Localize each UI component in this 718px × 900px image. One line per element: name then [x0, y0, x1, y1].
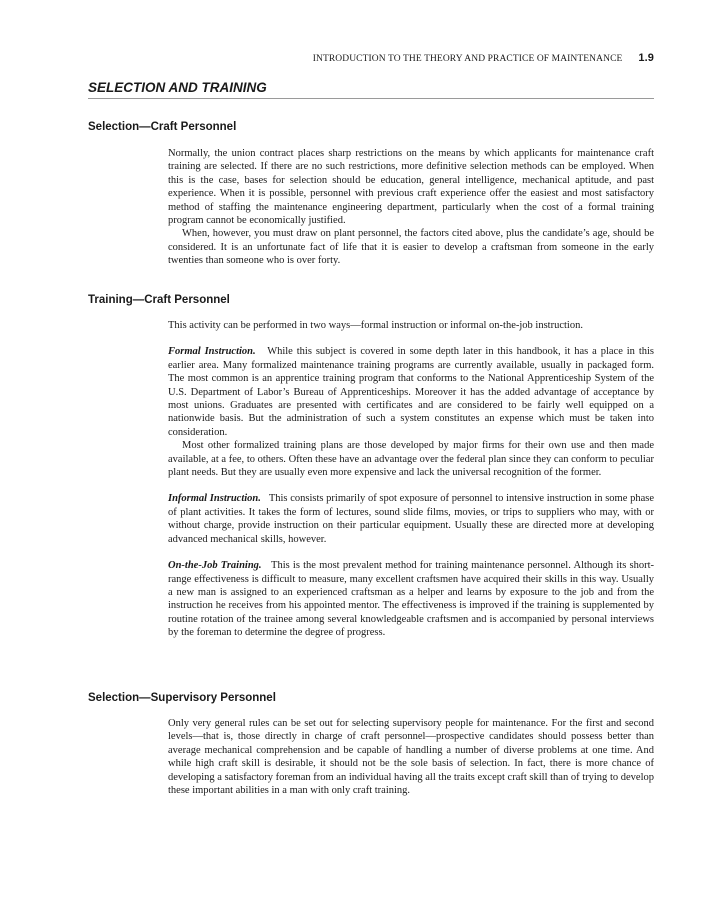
page-number: 1.9	[638, 52, 654, 64]
paragraph: Normally, the union contract places sharp restrictions on the means by which applicants for maintenance craft training are selected. If there are no such restrictions, more definitive selection methods can be employed. When this is the case, bases for selection should be education, general intelligence, mechanical aptitude, and past experience. When it is possible, personnel with previous craft experience offer the easiest and most satisfactory method of staffing the maintenance engineering department, particularly when the cost of a formal training program cannot be economically justified.	[168, 148, 654, 227]
paragraph: When, however, you must draw on plant personnel, the factors cited above, plus the candidate’s age, should be considered. It is an unfortunate fact of life that it is easier to develop a craftsman from someone in the early twenties than someone who is over forty.	[168, 228, 654, 267]
run-in-heading-informal: Informal Instruction.	[168, 493, 261, 505]
section-heading-training-craft: Training—Craft Personnel	[88, 294, 230, 306]
section-heading-selection-supervisory: Selection—Supervisory Personnel	[88, 692, 276, 704]
informal-text: This consists primarily of spot exposure of personnel to intensive instruction in some phase of plant activities. It takes the form of lectures, sound slide films, movies, or trips to suppliers who may, with or without charge, provide instruction on their particular equipment. Usually these are directed more at developing advanced mechanical skills, however.	[168, 493, 654, 545]
paragraph: Only very general rules can be set out for selecting supervisory people for maintenance. For the first and second levels—that is, those directly in charge of craft personnel—prospective candidates should possess better than average mechanical comprehension and be capable of handling a number of diverse problems at one time. And while high craft skill is desirable, it should not be the sole basis of selection. In fact, there is more chance of developing a satisfactory foreman from an individual having all the traits except craft skill than of trying to develop these important abilities in a man with only craft training.	[168, 718, 654, 797]
paragraph-on-the-job-training	[168, 559, 654, 639]
section-body-selection-supervisory	[168, 717, 654, 797]
running-head-title: INTRODUCTION TO THE THEORY AND PRACTICE OF MAINTENANCE	[312, 54, 623, 64]
paragraph-intro: This activity can be performed in two ways—formal instruction or informal on-the-job instruction.	[168, 320, 583, 331]
section-body-selection-craft	[168, 147, 654, 268]
on-the-job-text: This is the most prevalent method for training maintenance personnel. Although its short-range effectiveness is difficult to measure, many excellent craftsmen have acquired their skills in this way. Usually a new man is assigned to an experienced craftsman as a helper and learns by exposure to the job and from the instruction he receives from his appointed mentor. The effectiveness is improved if the training is supplemented by routine rotation of the trainee among several knowledgeable craftsmen and is accompanied by personal interviews by the foreman to determine the degree of progress.	[168, 560, 655, 639]
formal-text: While this subject is covered in some depth later in this handbook, it has a place in this earlier area. Many formalized maintenance training programs are currently available, usually in packaged form. The most common is an apprentice training program that conforms to the National Apprenticeship System of the U.S. Department of Labor’s Bureau of Apprenticeships. Moreover it has the added advantage of acceptance by most unions. Graduates are presented with certificates and are considered to be fairly well equipped on a nationwide basis. But the administration of such a system constitutes an expense which must be taken into consideration.	[168, 346, 655, 438]
run-in-heading-on-the-job: On-the-Job Training.	[168, 560, 262, 572]
section-heading-selection-craft: Selection—Craft Personnel	[88, 121, 237, 133]
section-body-training-craft	[168, 319, 654, 640]
paragraph-formal-instruction	[168, 345, 654, 439]
run-in-heading-formal: Formal Instruction.	[168, 346, 256, 358]
running-head	[0, 52, 654, 64]
chapter-title: SELECTION AND TRAINING	[88, 80, 654, 99]
paragraph-informal-instruction	[168, 492, 654, 546]
paragraph-formal-continuation: Most other formalized training plans are those developed by major firms for their own use and then made available, at a fee, to others. Often these have an advantage over the federal plan since they can conform to peculiar plant needs. But they are usually even more expensive and lack the universal recognition of the former.	[168, 440, 654, 479]
